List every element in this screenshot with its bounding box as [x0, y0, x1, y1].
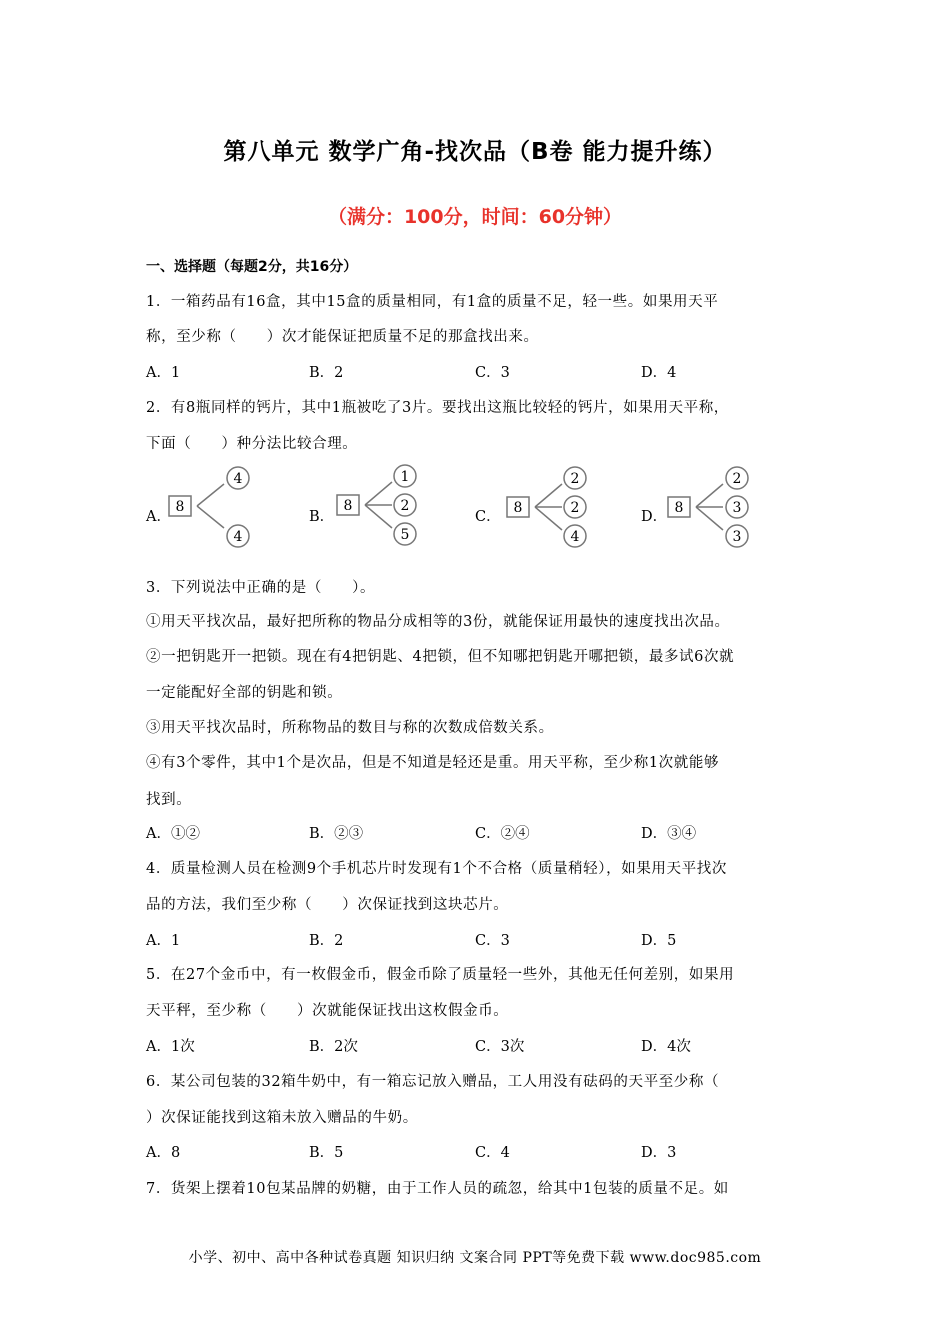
q3-statement-4-line1: ④有3个零件，其中1个是次品，但是不知道是轻还是重。用天平称，至少称1次就能够 — [146, 755, 720, 771]
q3-statement-4-line2: 找到。 — [146, 792, 192, 808]
part-number: 4 — [233, 471, 243, 487]
q7-line1: 7．货架上摆着10包某品牌的奶糖，由于工作人员的疏忽，给其中1包装的质量不足。如 — [146, 1181, 729, 1197]
q3-option-b[interactable]: B．②③ — [309, 826, 364, 842]
q2-line2: 下面（ ）种分法比较合理。 — [146, 436, 358, 452]
q2-diagram-d — [665, 462, 765, 552]
q2-option-b[interactable]: B． — [309, 509, 335, 525]
q1-option-d[interactable]: D．4 — [641, 365, 677, 381]
q3-option-d[interactable]: D．③④ — [641, 826, 697, 842]
q3-statement-2-line2: 一定能配好全部的钥匙和锁。 — [146, 685, 343, 701]
q6-option-d[interactable]: D．3 — [641, 1145, 677, 1161]
q1-option-c[interactable]: C．3 — [475, 365, 510, 381]
page-footer: 小学、初中、高中各种试卷真题 知识归纳 文案合同 PPT等免费下载 www.doc985.com — [188, 1250, 762, 1266]
q6-option-c[interactable]: C．4 — [475, 1145, 510, 1161]
q2-line1: 2．有8瓶同样的钙片，其中1瓶被吃了3片。要找出这瓶比较轻的钙片，如果用天平称， — [146, 400, 729, 416]
q4-line2: 品的方法，我们至少称（ ）次保证找到这块芯片。 — [146, 897, 509, 913]
part-number: 3 — [732, 500, 742, 516]
q2-diagram-c — [504, 462, 604, 552]
part-number: 2 — [570, 500, 580, 516]
q6-option-a[interactable]: A．8 — [146, 1145, 181, 1161]
q1-line2: 称，至少称（ ）次才能保证把质量不足的那盒找出来。 — [146, 329, 539, 345]
q4-line1: 4．质量检测人员在检测9个手机芯片时发现有1个不合格（质量稍轻），如果用天平找次 — [146, 861, 727, 877]
q4-option-c[interactable]: C．3 — [475, 933, 510, 949]
part-number: 5 — [400, 527, 410, 543]
q5-option-c[interactable]: C．3次 — [475, 1039, 525, 1055]
box-number: 8 — [674, 500, 684, 516]
q5-option-a[interactable]: A．1次 — [146, 1039, 195, 1055]
score-time-subtitle: （满分：100分，时间：60分钟） — [327, 206, 623, 228]
q3-line1: 3．下列说法中正确的是（ ）。 — [146, 580, 376, 596]
part-number: 4 — [233, 529, 243, 545]
page-title: 第八单元 数学广角-找次品（B卷 能力提升练） — [223, 139, 727, 165]
part-number: 2 — [400, 498, 410, 514]
part-number: 2 — [570, 471, 580, 487]
q2-diagram-b — [334, 460, 434, 550]
q2-diagram-a — [166, 462, 266, 552]
box-number: 8 — [175, 499, 185, 515]
q3-option-c[interactable]: C．②④ — [475, 826, 530, 842]
part-number: 3 — [732, 529, 742, 545]
q5-line2: 天平秤，至少称（ ）次就能保证找出这枚假金币。 — [146, 1003, 509, 1019]
q6-option-b[interactable]: B．5 — [309, 1145, 344, 1161]
part-number: 2 — [732, 471, 742, 487]
q4-option-d[interactable]: D．5 — [641, 933, 677, 949]
section-heading: 一、选择题（每题2分，共16分） — [146, 259, 358, 275]
q6-line2: ）次保证能找到这箱未放入赠品的牛奶。 — [146, 1110, 418, 1126]
part-number: 1 — [400, 469, 410, 485]
q3-statement-3: ③用天平找次品时，所称物品的数目与称的次数成倍数关系。 — [146, 720, 554, 736]
q3-statement-1: ①用天平找次品，最好把所称的物品分成相等的3份，就能保证用最快的速度找出次品。 — [146, 614, 730, 630]
q5-option-d[interactable]: D．4次 — [641, 1039, 691, 1055]
q2-option-a[interactable]: A． — [146, 509, 171, 525]
q2-option-d[interactable]: D． — [641, 509, 668, 525]
q3-statement-2-line1: ②一把钥匙开一把锁。现在有4把钥匙、4把锁，但不知哪把钥匙开哪把锁，最多试6次就 — [146, 649, 735, 665]
q1-option-b[interactable]: B．2 — [309, 365, 344, 381]
q5-line1: 5．在27个金币中，有一枚假金币，假金币除了质量轻一些外，其他无任何差别，如果用 — [146, 967, 735, 983]
box-number: 8 — [343, 498, 353, 514]
q3-option-a[interactable]: A．①② — [146, 826, 200, 842]
q1-line1: 1．一箱药品有16盒，其中15盒的质量相同，有1盒的质量不足，轻一些。如果用天平 — [146, 294, 719, 310]
box-number: 8 — [513, 500, 523, 516]
q6-line1: 6．某公司包装的32箱牛奶中，有一箱忘记放入赠品，工人用没有砝码的天平至少称（ — [146, 1074, 720, 1090]
part-number: 4 — [570, 529, 580, 545]
q1-option-a[interactable]: A．1 — [146, 365, 181, 381]
q4-option-b[interactable]: B．2 — [309, 933, 344, 949]
q2-option-c[interactable]: C． — [475, 509, 501, 525]
q4-option-a[interactable]: A．1 — [146, 933, 181, 949]
q5-option-b[interactable]: B．2次 — [309, 1039, 358, 1055]
